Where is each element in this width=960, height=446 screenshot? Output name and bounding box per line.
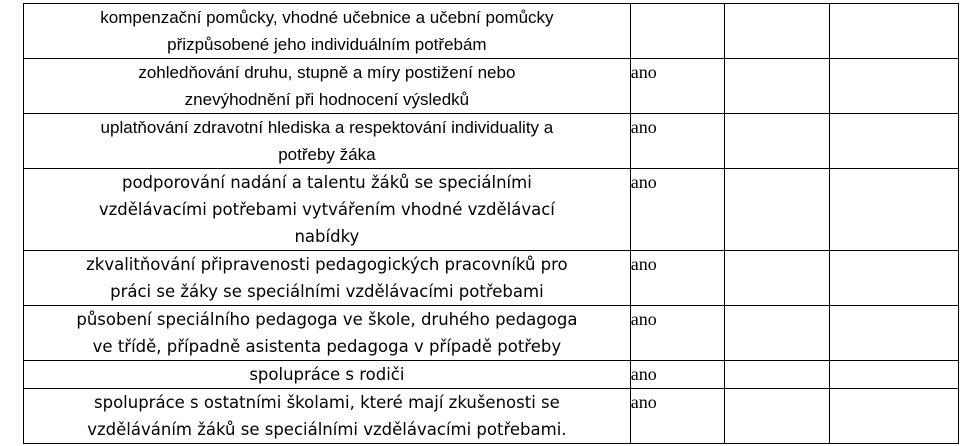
empty-cell: [724, 59, 829, 114]
criterion-text: kompenzační pomůcky, vhodné učebnice a učební pomůcky: [100, 8, 554, 27]
criterion-cell: [24, 59, 631, 114]
criterion-text: vzdělávacími potřebami vytvářením vhodné vzdělávací: [98, 200, 555, 219]
table-row: [24, 306, 959, 361]
criterion-cell: [24, 361, 631, 389]
criterion-text: působení speciálního pedagoga ve škole, druhého pedagoga: [76, 310, 578, 329]
empty-cell: [830, 169, 959, 251]
value-cell: ano: [630, 361, 724, 389]
table-row: [24, 4, 959, 59]
empty-cell: [724, 251, 829, 306]
criterion-text: potřeby žáka: [278, 145, 376, 164]
value-cell: ano: [630, 306, 724, 361]
table-row: [24, 169, 959, 251]
empty-cell: [724, 4, 829, 59]
empty-cell: [830, 59, 959, 114]
criterion-text: ve třídě, případně asistenta pedagoga v případě potřeby: [92, 337, 562, 356]
criterion-text: práci se žáky se speciálními vzdělávacími potřebami: [110, 282, 544, 301]
empty-cell: [830, 389, 959, 444]
empty-cell: [830, 361, 959, 389]
empty-cell: [830, 4, 959, 59]
value-cell: ano: [630, 59, 724, 114]
criterion-text: zkvalitňování připravenosti pedagogických pracovníků pro: [86, 255, 568, 274]
criterion-text: nabídky: [294, 227, 360, 246]
empty-cell: [830, 114, 959, 169]
criterion-text: spolupráce s rodiči: [249, 365, 405, 384]
criterion-text: podporování nadání a talentu žáků se speciálními: [121, 173, 532, 192]
criterion-text: zohledňování druhu, stupně a míry postižení nebo: [138, 63, 516, 82]
empty-cell: [724, 361, 829, 389]
table-row: [24, 114, 959, 169]
criterion-cell: [24, 4, 631, 59]
value-cell: ano: [630, 389, 724, 444]
criterion-text: uplatňování zdravotní hlediska a respektování individuality a: [100, 118, 554, 137]
criterion-text: spolupráce s ostatními školami, které mají zkušenosti se: [94, 393, 560, 412]
criteria-table: [23, 3, 959, 444]
criterion-text: přizpůsobené jeho individuálním potřebám: [167, 35, 487, 54]
value-cell: [630, 4, 724, 59]
value-cell: ano: [630, 251, 724, 306]
table-row: [24, 389, 959, 444]
empty-cell: [830, 306, 959, 361]
criterion-cell: [24, 389, 631, 444]
table-row: [24, 251, 959, 306]
table-row: [24, 59, 959, 114]
criterion-cell: [24, 114, 631, 169]
empty-cell: [724, 169, 829, 251]
criterion-cell: [24, 169, 631, 251]
empty-cell: [724, 306, 829, 361]
empty-cell: [830, 251, 959, 306]
empty-cell: [724, 389, 829, 444]
table-row: [24, 361, 959, 389]
criterion-cell: [24, 251, 631, 306]
criterion-text: vzděláváním žáků se speciálními vzdělávacími potřebami.: [87, 420, 567, 439]
criterion-cell: [24, 306, 631, 361]
value-cell: ano: [630, 169, 724, 251]
criterion-text: znevýhodnění při hodnocení výsledků: [184, 90, 470, 109]
value-cell: ano: [630, 114, 724, 169]
empty-cell: [724, 114, 829, 169]
